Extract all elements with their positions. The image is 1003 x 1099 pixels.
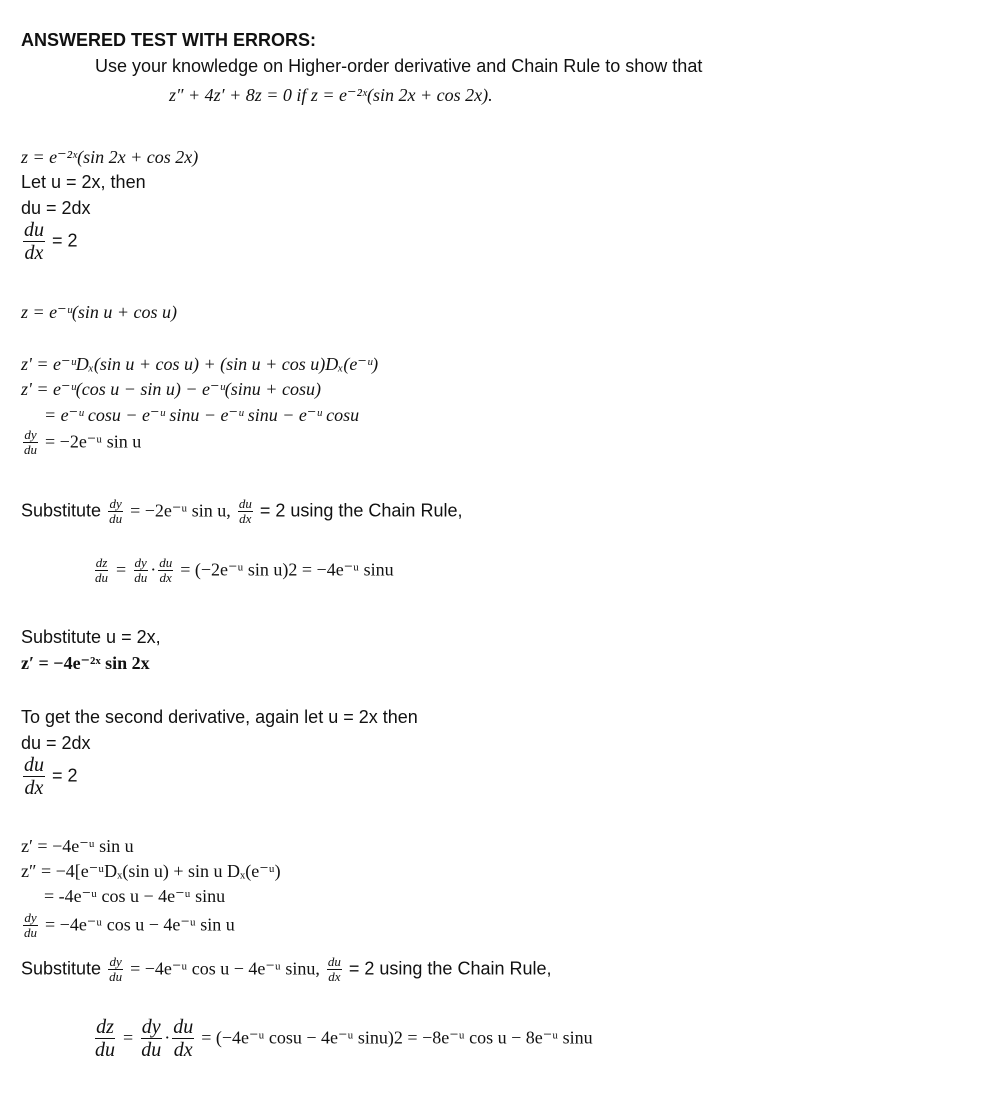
z-double-prime-line-1: z″ = −4[e⁻ᵘDₓ(sin u) + sin u Dₓ(e⁻ᵘ) [21,861,281,881]
substitute-end: = 2 using the Chain Rule, [259,500,463,521]
chain-rule-line-2: $\frac{dz}{du}$ = $\frac{dy}{du}$ · $\frac{du}{dx}$ = (−4e⁻ᵘ cosu − 4e⁻ᵘ sinu)2 = −8e⁻ᵘ cos u − 8e⁻ᵘ sinu [95,1016,593,1061]
chain-result-1: = (−2e⁻ᵘ sin u)2 = −4e⁻ᵘ sinu [180,559,394,580]
chain-result-2: = (−4e⁻ᵘ cosu − 4e⁻ᵘ sinu)2 = −8e⁻ᵘ cos u − 8e⁻ᵘ sinu [201,1027,593,1048]
substitute-label: Substitute [21,500,102,521]
let-u-line: Let u = 2x, then [21,172,146,192]
du-dx-fraction: $\frac{du}{dx}$ [159,555,173,585]
dy-du-fraction: $\frac{dy}{du}$ [109,954,123,984]
dy-du-fraction: $\frac{dy}{du}$ [134,555,148,585]
substitute-dy-du: = −2e⁻ᵘ sin u, [130,500,231,521]
du-dx-fraction-line [21,219,78,264]
z-prime-line-1: z' = e⁻ᵘDₓ(sin u + cos u) + (sin u + cos u)Dₓ(e⁻ᵘ) [21,354,379,374]
du-dx-fraction-line-2 [21,754,78,799]
dy-du-value: = −2e⁻ᵘ sin u [45,431,142,452]
given-function: z = e⁻²ˣ(sin 2x + cos 2x) [21,147,199,167]
dy-du-fraction: $\frac{dy}{du}$ [24,910,37,940]
dy-du-fraction: $\frac{dy}{du}$ [24,427,37,457]
test-title: ANSWERED TEST WITH ERRORS: [21,30,316,50]
substitute-dy-du-2: = −4e⁻ᵘ cos u − 4e⁻ᵘ sinu, [130,958,320,979]
z-prime-result: z′ = −4e⁻²ˣ sin 2x [21,653,150,673]
dz-du-fraction: $\frac{dz}{du}$ [95,555,108,585]
substitute-end-2: = 2 using the Chain Rule, [348,958,552,979]
du-dx-value: = 2 [52,765,78,786]
instruction-text: Use your knowledge on Higher-order derivative and Chain Rule to show that [95,56,703,76]
dy-du-value-2: = −4e⁻ᵘ cos u − 4e⁻ᵘ sin u [45,914,235,935]
substitute-line-1 [21,497,462,526]
second-derivative-intro: To get the second derivative, again let u = 2x then [21,707,418,727]
du-dx-fraction: $\frac{du}{dx}$ [238,496,252,526]
du-dx-value: = 2 [52,230,78,251]
dy-du-fraction: $\frac{dy}{du}$ [141,1016,162,1061]
z-double-prime-line-2: = -4e⁻ᵘ cos u − 4e⁻ᵘ sinu [44,886,226,906]
dz-du-fraction: $\frac{dz}{du}$ [95,1016,115,1061]
du-dx-fraction: $\frac{du}{dx}$ [24,219,44,264]
z-prime-line-2: z' = e⁻ᵘ(cos u − sin u) − e⁻ᵘ(sinu + cosu) [21,379,321,399]
du-dx-fraction: $\frac{du}{dx}$ [24,754,44,799]
z-prime-line-3: = e⁻ᵘ cosu − e⁻ᵘ sinu − e⁻ᵘ sinu − e⁻ᵘ cosu [44,405,360,425]
z-in-u: z = e⁻ᵘ(sin u + cos u) [21,302,178,322]
du-line: du = 2dx [21,198,91,218]
dy-du-fraction: $\frac{dy}{du}$ [109,496,123,526]
dy-du-line [21,428,141,457]
chain-rule-line-1: $\frac{dz}{du}$ = $\frac{dy}{du}$ · $\frac{du}{dx}$ = (−2e⁻ᵘ sin u)2 = −4e⁻ᵘ sinu [95,555,394,585]
du-line-2: du = 2dx [21,733,91,753]
substitute-line-2 [21,955,552,984]
condition-equation: z″ + 4z′ + 8z = 0 if z = e⁻²ˣ(sin 2x + cos 2x). [169,85,493,105]
z-prime-u: z′ = −4e⁻ᵘ sin u [21,836,134,856]
dy-du-line-2 [21,911,235,940]
substitute-label: Substitute [21,958,102,979]
du-dx-fraction: $\frac{du}{dx}$ [173,1016,194,1061]
substitute-u-line: Substitute u = 2x, [21,627,161,647]
du-dx-fraction: $\frac{du}{dx}$ [327,954,341,984]
